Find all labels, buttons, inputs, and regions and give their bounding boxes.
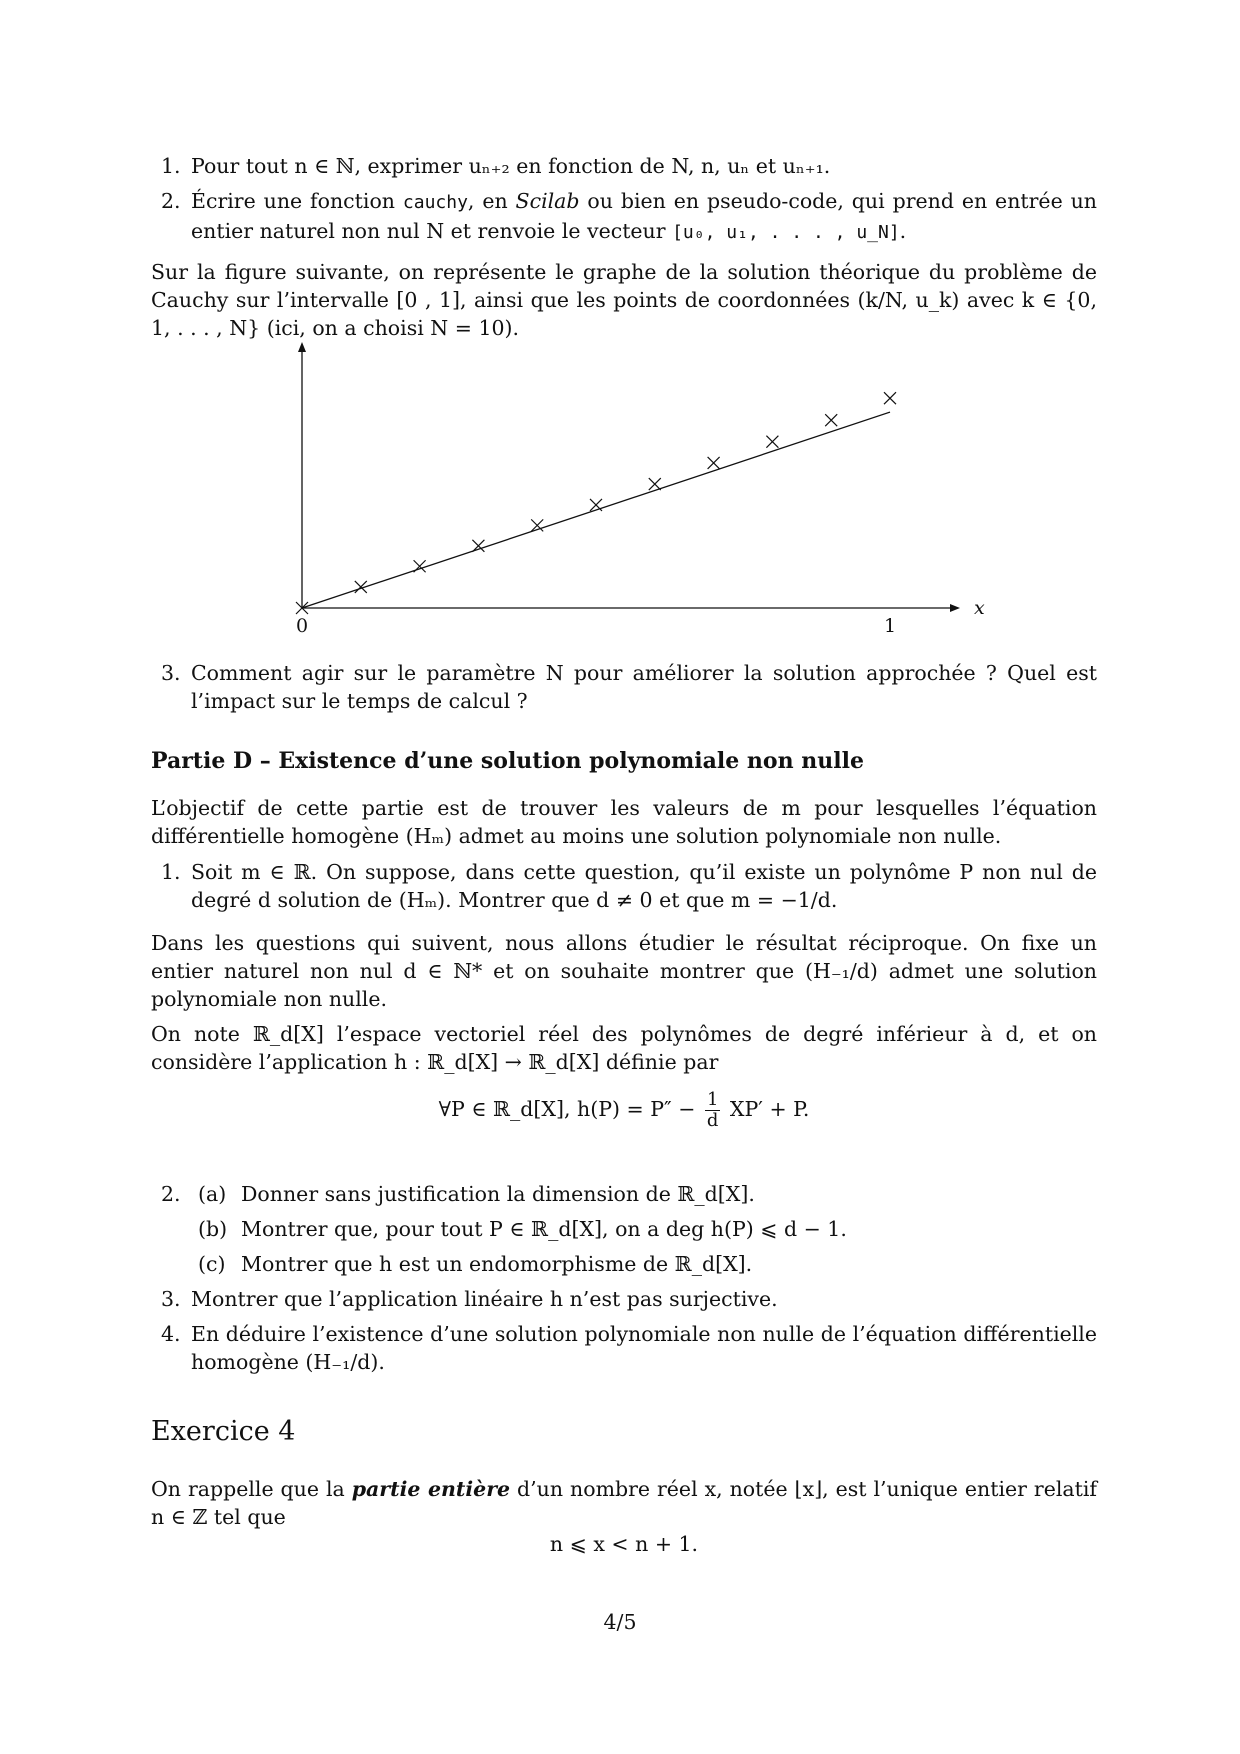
question-text: En déduire l’existence d’une solution polynomiale non nulle de l’équation différentielle homogène (H₋₁/d). bbox=[191, 1322, 1097, 1374]
question-d1 bbox=[151, 858, 1097, 914]
fraction-denominator: d bbox=[706, 1110, 719, 1131]
y-axis-arrow bbox=[298, 342, 306, 352]
exercise4-intro bbox=[151, 1475, 1097, 1531]
question-3 bbox=[151, 659, 1097, 715]
solution-curve bbox=[302, 412, 890, 608]
data-point-cross bbox=[472, 540, 484, 552]
question-1 bbox=[151, 152, 1097, 180]
fraction bbox=[705, 1090, 720, 1131]
question-text: Montrer que l’application linéaire h n’est pas surjective. bbox=[191, 1287, 778, 1311]
data-point-cross bbox=[884, 392, 896, 404]
x-axis-arrow bbox=[950, 604, 960, 612]
h-definition-formula bbox=[151, 1090, 1097, 1131]
question-text: Montrer que, pour tout P ∈ ℝ_d[X], on a deg h(P) ⩽ d − 1. bbox=[241, 1217, 847, 1241]
question-d3 bbox=[151, 1285, 1097, 1313]
cauchy-figure bbox=[270, 360, 985, 640]
defined-term: partie entière bbox=[351, 1477, 511, 1501]
question-number: 2. bbox=[161, 1182, 181, 1206]
question-2 bbox=[151, 187, 1097, 247]
question-text: . bbox=[899, 219, 907, 243]
floor-inequality: n ⩽ x < n + 1. bbox=[549, 1532, 699, 1556]
code-inline: cauchy bbox=[402, 192, 468, 213]
partie-d-intro: L’objectif de cette partie est de trouver les valeurs de m pour lesquelles l’équation différentielle homogène (Hₘ) admet au moins une solution polynomiale non nulle. bbox=[151, 796, 1097, 848]
vector-inline: [u₀, u₁, . . . , u_N] bbox=[672, 222, 900, 243]
question-number: 3. bbox=[161, 1287, 181, 1311]
question-list-d1 bbox=[151, 858, 1097, 921]
question-d2c bbox=[151, 1250, 1097, 1278]
subquestion-label: (c) bbox=[198, 1252, 226, 1276]
question-d2b bbox=[151, 1215, 1097, 1243]
exercise-title: Exercice 4 bbox=[151, 1416, 296, 1447]
question-text: , en bbox=[467, 189, 516, 213]
subquestion-label: (b) bbox=[198, 1217, 228, 1241]
question-number: 1. bbox=[161, 860, 181, 884]
data-point-cross bbox=[825, 414, 837, 426]
intro-text: d’un nombre réel x, notée ⌊x⌋, est l’unique entier relatif n ∈ ℤ tel que bbox=[151, 1477, 1097, 1529]
language-name: Scilab bbox=[515, 189, 580, 213]
data-point-cross bbox=[590, 499, 602, 511]
question-list-top bbox=[151, 152, 1097, 254]
formula-right: XP′ + P. bbox=[729, 1097, 810, 1121]
question-list-figure bbox=[151, 659, 1097, 722]
x-tick-label-0: 0 bbox=[296, 615, 309, 637]
data-point-cross bbox=[649, 478, 661, 490]
question-number: 4. bbox=[161, 1322, 181, 1346]
reciprocal-paragraph: Dans les questions qui suivent, nous allons étudier le résultat réciproque. On fixe un entier naturel non nul d ∈ ℕ* et on souhaite montrer que (H₋₁/d) admet une solution polynomiale non nulle. bbox=[151, 931, 1097, 1011]
x-axis-label: x bbox=[974, 597, 985, 619]
question-d4 bbox=[151, 1320, 1097, 1376]
question-text: Comment agir sur le paramètre N pour améliorer la solution approchée ? Quel est l’impact sur le temps de calcul ? bbox=[191, 661, 1097, 713]
question-number: 2. bbox=[161, 189, 181, 213]
x-tick-label-1: 1 bbox=[884, 615, 897, 637]
intro-text: On rappelle que la bbox=[151, 1477, 352, 1501]
figure-intro-paragraph: Sur la figure suivante, on représente le graphe de la solution théorique du problème de Cauchy sur l’intervalle [0 , 1], ainsi que les points de coordonnées (k/N, u_k) avec k ∈ {0, 1, . . . , N} (ici, on a choisi N = 10). bbox=[151, 260, 1097, 340]
chart-root bbox=[296, 342, 985, 637]
question-text: Écrire une fonction bbox=[191, 189, 403, 213]
question-number: 1. bbox=[161, 154, 181, 178]
question-text: Soit m ∈ ℝ. On suppose, dans cette question, qu’il existe un polynôme P non nul de degré d solution de (Hₘ). Montrer que d ≠ 0 et que m = −1/d. bbox=[191, 860, 1097, 912]
subquestion-label: (a) bbox=[198, 1182, 227, 1206]
question-d2a bbox=[151, 1180, 1097, 1208]
question-text: Donner sans justification la dimension de ℝ_d[X]. bbox=[241, 1182, 755, 1206]
data-point-cross bbox=[708, 457, 720, 469]
question-number: 3. bbox=[161, 661, 181, 685]
section-title-partie-d: Partie D – Existence d’une solution polynomiale non nulle bbox=[151, 748, 864, 774]
formula-left: ∀P ∈ ℝ_d[X], h(P) = P″ − bbox=[438, 1097, 696, 1121]
fraction-numerator: 1 bbox=[706, 1089, 719, 1110]
question-list-d2 bbox=[151, 1180, 1097, 1383]
question-text: Pour tout n ∈ ℕ, exprimer uₙ₊₂ en fonction de N, n, uₙ et uₙ₊₁. bbox=[191, 154, 831, 178]
data-point-cross bbox=[414, 560, 426, 572]
rdx-paragraph: On note ℝ_d[X] l’espace vectoriel réel des polynômes de degré inférieur à d, et on considère l’application h : ℝ_d[X] → ℝ_d[X] définie par bbox=[151, 1022, 1097, 1074]
page-number: 4/5 bbox=[603, 1610, 637, 1634]
question-text: Montrer que h est un endomorphisme de ℝ_d[X]. bbox=[241, 1252, 753, 1276]
data-point-cross bbox=[766, 436, 778, 448]
question-text: ou bien en pseudo-code, qui prend en entrée un entier naturel non nul N et renvoie le vecteur bbox=[191, 189, 1097, 243]
